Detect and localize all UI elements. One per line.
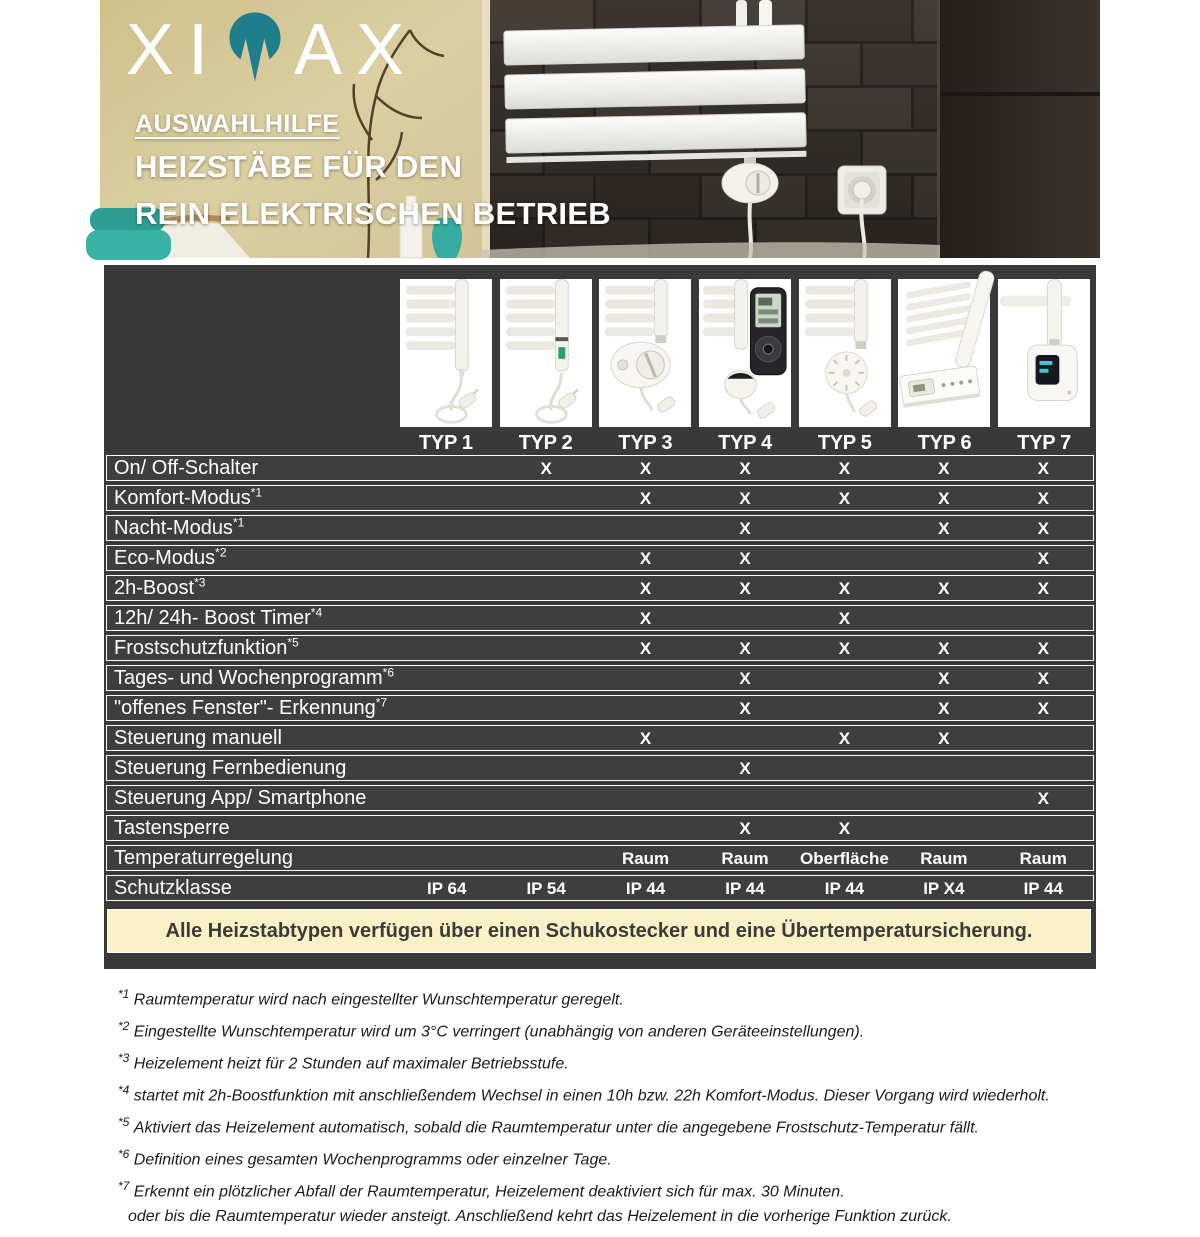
thermostat-dial-icon [799,279,891,427]
feature-row-9 [106,695,1094,721]
feature-cell: X [1037,578,1049,598]
feature-row-7 [106,635,1094,661]
dial-control-unit-icon [599,279,691,427]
remote-control-unit-icon [699,279,791,427]
footnote-continuation: oder bis die Raumtemperatur wieder ansteigt. Anschließend kehrt das Heizelement in die vorherige Funktion zurück. [128,1208,952,1226]
heating-rod-plain-icon [400,279,492,427]
feature-label: Frostschutzfunktion$^{*5}$ [114,635,299,659]
logo-text-right: AX [294,10,419,90]
footnote-5: $^{*5}$ Aktiviert das Heizelement automatisch, sobald die Raumtemperatur unter die angegebene Frostschutz-Temperatur fällt. [118,1114,979,1137]
feature-cell: X [1037,518,1049,538]
feature-cell: X [639,488,652,508]
feature-row-3 [106,515,1094,541]
feature-cell: X [938,578,950,598]
feature-cell: X [1037,668,1049,688]
feature-row-12 [106,785,1094,811]
logo-text-left: XI [126,10,223,90]
product-column-typ7 [994,279,1094,455]
feature-label: Tages- und Wochenprogramm$^{*6}$ [114,665,394,689]
feature-rows [106,455,1094,905]
comparison-board [104,265,1096,969]
product-column-typ4 [695,279,795,455]
product-image-typ5 [799,279,891,427]
feature-cell: X [739,698,751,718]
feature-row-2 [106,485,1094,511]
smart-display-box-icon [998,279,1090,427]
feature-cell: X [739,818,751,838]
feature-cell: X [1037,698,1049,718]
feature-label: Steuerung Fernbedienung [114,757,347,779]
feature-cell: X [540,458,552,478]
feature-cell: IP 64 [427,878,467,898]
feature-label: Nacht-Modus$^{*1}$ [114,515,245,539]
feature-cell: IP X4 [923,878,965,898]
feature-label: Schutzklasse [114,877,232,899]
feature-row-4 [106,545,1094,571]
feature-cell: X [838,608,851,628]
product-column-typ5 [795,279,895,455]
product-image-typ2 [500,279,592,427]
product-image-typ6 [898,279,990,427]
feature-cell: X [739,578,751,598]
feature-cell: X [838,728,851,748]
footnote-1: $^{*1}$ Raumtemperatur wird nach eingestellter Wunschtemperatur geregelt. [118,987,624,1009]
feature-cell: Oberfläche [800,848,889,868]
feature-label: Temperaturregelung [114,847,293,869]
feature-cell: X [639,578,652,598]
feature-cell: X [739,668,751,688]
feature-cell: X [938,518,950,538]
product-type-label: TYP 6 [917,432,972,454]
product-column-typ1 [396,279,496,455]
feature-label: Komfort-Modus$^{*1}$ [114,485,263,509]
product-column-typ6 [895,279,995,455]
product-image-typ1 [400,279,492,427]
feature-cell: X [838,818,851,838]
table-footer-banner: Alle Heizstabtypen verfügen über einen Schukostecker und eine Übertemperatursicherung. [107,909,1091,953]
feature-cell: X [938,488,950,508]
feature-row-8 [106,665,1094,691]
feature-label: 12h/ 24h- Boost Timer$^{*4}$ [114,605,323,629]
feature-cell: X [639,458,652,478]
feature-cell: IP 54 [526,878,566,898]
feature-cell: X [739,488,751,508]
hero-title-line2: REIN ELEKTRISCHEN BETRIEB [135,196,611,231]
feature-cell: X [838,488,851,508]
feature-label: Tastensperre [114,817,230,839]
feature-cell: X [1037,638,1049,658]
feature-row-15 [106,875,1094,901]
product-type-label: TYP 2 [518,432,573,454]
footnote-6: $^{*6}$ Definition eines gesamten Wochenprogramms oder einzelner Tage. [118,1146,612,1168]
feature-cell: X [739,758,751,778]
product-image-typ4 [699,279,791,427]
feature-row-13 [106,815,1094,841]
footnote-4: $^{*4}$ startet mit 2h-Boostfunktion mit anschließendem Wechsel in einen 10h bzw. 22h Komfort-Modus. Dieser Vorgang wird wiederholt. [118,1082,1050,1105]
product-type-label: TYP 1 [418,432,473,454]
feature-cell: Raum [721,848,769,868]
feature-cell: IP 44 [824,878,865,898]
footnote-2: $^{*2}$ Eingestellte Wunschtemperatur wird um 3°C verringert (unabhängig von anderen Geräteeinstellungen). [118,1018,865,1041]
footnote-7: $^{*7}$ Erkennt ein plötzlicher Abfall der Raumtemperatur, Heizelement deaktiviert sich für max. 30 Minuten. [118,1178,845,1200]
feature-label: 2h-Boost$^{*3}$ [114,575,206,599]
feature-label: Eco-Modus$^{*2}$ [114,545,227,569]
feature-row-14 [106,845,1094,871]
feature-row-10 [106,725,1094,751]
feature-cell: X [639,728,652,748]
feature-cell: X [938,638,950,658]
control-panel-icon [898,279,990,427]
product-column-typ2 [496,279,596,455]
feature-cell: X [938,698,950,718]
feature-label: On/ Off-Schalter [114,457,259,479]
feature-cell: Raum [1019,848,1067,868]
heating-rod-indicator-icon [500,279,592,427]
feature-cell: IP 44 [725,878,765,898]
feature-cell: X [838,458,851,478]
product-header-spacer [106,279,396,455]
feature-cell: X [1037,458,1049,478]
feature-cell: Raum [920,848,968,868]
hero-title-line1: HEIZSTÄBE FÜR DEN [135,149,463,184]
feature-cell: X [938,728,950,748]
ximax-logo [126,10,419,90]
product-column-typ3 [595,279,695,455]
footnote-3: $^{*3}$ Heizelement heizt für 2 Stunden auf maximaler Betriebsstufe. [118,1050,569,1073]
feature-cell: X [739,518,751,538]
product-image-typ7 [998,279,1090,427]
ximax-m-icon [226,8,284,86]
feature-cell: X [639,548,652,568]
feature-row-1 [106,455,1094,481]
feature-row-11 [106,755,1094,781]
feature-label: Steuerung App/ Smartphone [114,787,367,809]
feature-cell: X [1037,488,1049,508]
feature-cell: IP 44 [1023,878,1063,898]
product-type-label: TYP 4 [718,432,772,454]
product-header-strip [106,279,1094,455]
product-type-label: TYP 5 [817,432,872,454]
feature-cell: X [739,638,751,658]
feature-cell: IP 44 [625,878,666,898]
feature-cell: X [739,458,751,478]
feature-row-6 [106,605,1094,631]
hero-kicker: AUSWAHLHILFE [135,110,340,138]
product-type-label: TYP 7 [1017,432,1071,454]
product-image-typ3 [599,279,691,427]
feature-cell: X [938,458,950,478]
feature-cell: X [1037,548,1049,568]
feature-label: "offenes Fenster"- Erkennung$^{*7}$ [114,695,388,719]
footnotes-block [118,988,1098,1237]
feature-row-5 [106,575,1094,601]
feature-cell: X [838,578,851,598]
feature-cell: X [739,548,751,568]
feature-cell: X [639,638,652,658]
feature-cell: X [838,638,851,658]
feature-cell: X [1037,788,1049,808]
feature-cell: X [938,668,950,688]
product-type-label: TYP 3 [618,432,673,454]
feature-cell: X [639,608,652,628]
hero-banner [100,0,1100,258]
feature-cell: Raum [621,848,670,868]
feature-label: Steuerung manuell [114,727,282,749]
